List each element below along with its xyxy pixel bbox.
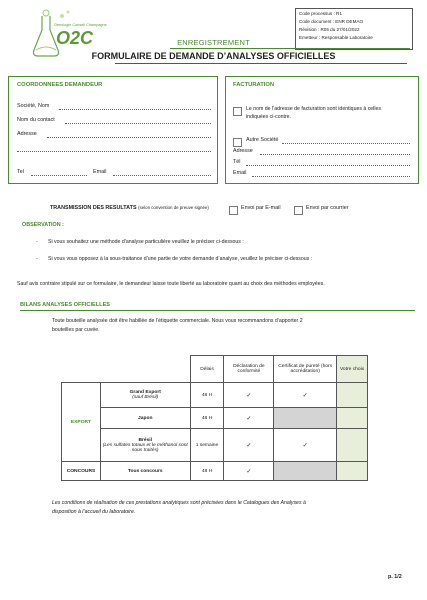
bilans-intro-1: Toute bouteille analysée doit être habillée de l’étiquette commerciale. Nous vous recommandons d’apporter 2 [52,318,303,324]
requester-section [8,76,218,184]
emetteur: Emetteur : Responsable Laboratoire [299,35,373,40]
row-name: Brésil [138,437,153,443]
row-declaration: ✓ [224,429,274,462]
table-row [62,383,368,408]
row-sub: (Les sulfates totaux et le méthanol sont sous traités) [102,442,188,453]
row-name: Grand Export [129,390,161,395]
table-row [62,462,368,481]
header-empty-2 [100,356,190,383]
choice-cell[interactable] [337,462,368,481]
mail-delivery-checkbox[interactable] [294,206,303,215]
company-name-field[interactable] [59,109,211,110]
header-declaration: Déclaration de conformité [224,356,274,383]
logo-text: O2C [56,28,94,48]
choice-cell[interactable] [337,383,368,408]
billing-phone-label: Tél [233,159,241,165]
revision: Révision : R05 du 27/01/2022 [299,27,360,32]
contact-name-label: Nom du contact [17,117,55,123]
row-certificat: ✓ [274,383,337,408]
observation-title: OBSERVATION : [22,222,64,228]
phone-label: Tel [17,169,24,175]
header-choix: Votre choix [337,356,368,383]
choice-cell[interactable] [337,408,368,429]
row-sub: (sauf Brésil) [132,395,159,400]
billing-section [225,76,419,184]
row-delais: 48 H [190,383,224,408]
bilans-title: BILANS ANALYSES OFFICIELLES [20,302,111,308]
table-row [62,429,368,462]
observation-bullet-1: - [36,239,38,245]
row-name: Japon [100,408,190,429]
concours-label: CONCOURS [62,462,101,481]
row-name-cell [100,383,190,408]
row-certificat [274,408,337,429]
billing-address-label: Adresse [233,148,253,154]
row-delais: 48 H [190,408,224,429]
header-delais: Délais [190,356,224,383]
header-empty-1 [62,356,101,383]
email-delivery-label: Envoi par E-mail [241,205,281,211]
row-delais: 48 H [190,462,224,481]
choice-cell[interactable] [337,429,368,462]
row-certificat [274,462,337,481]
address-field-2[interactable] [17,151,211,152]
other-company-label: Autre Société [246,137,279,143]
contact-name-field[interactable] [65,123,211,124]
billing-phone-field[interactable] [246,165,410,166]
transmission-title: TRANSMISSION DES RESULTATS [50,205,137,211]
observation-item-1: Si vous souhaitez une méthode d’analyse particulière veuillez le préciser ci-dessous : [48,239,244,245]
form-title: FORMULAIRE DE DEMANDE D’ANALYSES OFFICIELLES [91,51,336,61]
company-name-label: Société, Nom [17,103,50,109]
observation-item-2: Si vous vous opposez à la sous-traitance d’une partie de votre demande d’analyse, veuillez le préciser ci-dessous : [48,256,313,262]
table-header-row [62,356,368,383]
billing-address-field[interactable] [260,154,410,155]
same-address-text-2: indiquées ci-contre. [246,114,291,120]
transmission-note: (selon convention de preuve signée) [138,205,209,210]
same-address-text: Le nom de l’adresse de facturation sont identiques à celles [246,106,381,112]
logo-tagline: Oenologie Conseil Champagne [54,23,107,27]
email-field[interactable] [113,175,211,176]
address-label: Adresse [17,131,37,137]
catalog-note-1: Les conditions de réalisation de ces prestations analytiques sont précisées dans le Catalogues des Analyses à [52,500,306,506]
same-address-checkbox[interactable] [233,107,242,116]
registration-label: ENREGISTREMENT [177,38,250,47]
row-declaration: ✓ [224,462,274,481]
row-declaration: ✓ [224,408,274,429]
registration-divider [170,48,410,49]
table-row [62,408,368,429]
title-underline [115,63,407,64]
code-processus: Code processus : R1 [299,11,342,16]
bilans-intro-2: bouteilles par cuvée. [52,327,100,333]
billing-email-field[interactable] [252,176,410,177]
requester-title: COORDONNEES DEMANDEUR [17,82,103,88]
code-document: Code document : ENR DEMAO [299,19,364,24]
analyses-table [61,355,368,481]
email-label: Email [93,169,107,175]
page-number: p. 1/2 [388,574,402,580]
catalog-note-2: disposition à l’accueil du laboratoire. [52,509,136,515]
row-name: Tous concours [100,462,190,481]
billing-title: FACTURATION [233,82,275,88]
other-company-field[interactable] [282,143,410,144]
observation-bullet-2: - [36,256,38,262]
email-delivery-checkbox[interactable] [229,206,238,215]
address-field-1[interactable] [47,137,211,138]
methods-disclaimer: Sauf avis contraire stipulé sur ce formulaire, le demandeur laisse toute liberté au laboratoire quant au choix des méthodes employées. [17,281,325,287]
transmission-label [50,205,209,211]
mail-delivery-label: Envoi par courrier [306,205,349,211]
row-certificat: ✓ [274,429,337,462]
billing-email-label: Email [233,170,247,176]
bilans-divider [20,310,415,311]
row-name-cell [100,429,190,462]
header-certificat: Certificat de pureté (hors accréditation) [274,356,337,383]
other-company-checkbox[interactable] [233,138,242,147]
row-delais: 1 semaine [190,429,224,462]
row-declaration: ✓ [224,383,274,408]
export-label: EXPORT [62,383,101,462]
phone-field[interactable] [31,175,87,176]
